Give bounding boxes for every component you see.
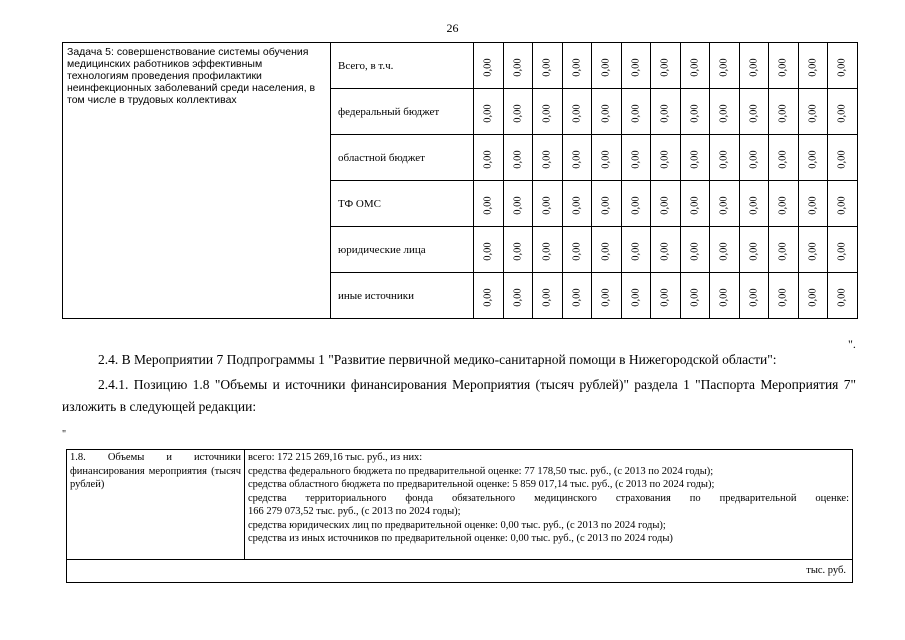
value-text: 0,00 [630, 287, 642, 307]
value-cell [828, 135, 858, 181]
value-text: 0,00 [571, 195, 583, 215]
value-text: 0,00 [689, 241, 701, 261]
funding-source: областной бюджет [331, 135, 474, 181]
value-cell [503, 273, 533, 319]
item-content-cell [245, 450, 853, 560]
value-text: 0,00 [836, 287, 848, 307]
value-text: 0,00 [689, 149, 701, 169]
value-cell [828, 181, 858, 227]
value-cell [828, 43, 858, 89]
closing-quote: ". [848, 337, 856, 351]
value-text: 0,00 [541, 149, 553, 169]
value-cell [769, 181, 799, 227]
value-text: 0,00 [748, 149, 760, 169]
value-cell [769, 89, 799, 135]
funding-table-task5 [62, 42, 858, 319]
paragraph-2-4-1: 2.4.1. Позицию 1.8 "Объемы и источники финансирования Мероприятия (тысяч рублей)" раздела 1 "Паспорта Мероприятия 7" изложить в следующей редакции: [62, 377, 856, 414]
value-text: 0,00 [541, 103, 553, 123]
value-text: 0,00 [659, 241, 671, 261]
value-text: 0,00 [748, 57, 760, 77]
value-cell [592, 227, 622, 273]
funding-source: ТФ ОМС [331, 181, 474, 227]
federal-line: средства федерального бюджета по предварительной оценке: 77 178,50 тыс. руб., (с 2013 по 2024 годы); [248, 465, 714, 477]
value-text: 0,00 [571, 57, 583, 77]
value-cell [769, 135, 799, 181]
value-text: 0,00 [512, 287, 524, 307]
value-cell [710, 273, 740, 319]
value-text: 0,00 [571, 241, 583, 261]
value-cell [710, 89, 740, 135]
value-cell [562, 181, 592, 227]
value-text: 0,00 [836, 149, 848, 169]
value-cell [651, 227, 681, 273]
value-text: 0,00 [807, 287, 819, 307]
value-cell [503, 43, 533, 89]
value-cell [710, 43, 740, 89]
total-line: всего: 172 215 269,16 тыс. руб., из них: [248, 452, 423, 463]
value-text: 0,00 [541, 287, 553, 307]
value-text: 0,00 [748, 103, 760, 123]
value-text: 0,00 [541, 57, 553, 77]
value-cell [533, 43, 563, 89]
value-text: 0,00 [600, 103, 612, 123]
value-text: 0,00 [630, 241, 642, 261]
value-text: 0,00 [512, 57, 524, 77]
page-number: 26 [446, 21, 459, 35]
value-cell [474, 135, 504, 181]
value-cell [592, 135, 622, 181]
value-cell [533, 89, 563, 135]
value-cell [651, 181, 681, 227]
value-text: 0,00 [600, 287, 612, 307]
value-text: 0,00 [482, 241, 494, 261]
value-text: 0,00 [600, 149, 612, 169]
value-text: 0,00 [777, 241, 789, 261]
funding-source: иные источники [331, 273, 474, 319]
value-text: 0,00 [659, 287, 671, 307]
value-text: 0,00 [482, 103, 494, 123]
value-text: 0,00 [689, 57, 701, 77]
value-cell [769, 227, 799, 273]
item-label-cell: 1.8. Объемы и источники финансирования мероприятия (тысяч рублей) [67, 450, 245, 560]
value-cell [562, 135, 592, 181]
value-cell [533, 273, 563, 319]
paragraph-2-4: 2.4. В Мероприятии 7 Подпрограммы 1 "Развитие первичной медико-санитарной помощи в Нижегородской области": [98, 352, 777, 367]
value-cell [710, 181, 740, 227]
passport-item-1-8-table [66, 449, 853, 583]
value-text: 0,00 [777, 103, 789, 123]
value-text: 0,00 [630, 103, 642, 123]
value-cell [680, 227, 710, 273]
value-cell [739, 181, 769, 227]
value-text: 0,00 [689, 287, 701, 307]
value-cell [474, 273, 504, 319]
value-cell [739, 43, 769, 89]
value-text: 0,00 [571, 103, 583, 123]
value-text: 0,00 [600, 241, 612, 261]
value-cell [503, 89, 533, 135]
value-cell [533, 135, 563, 181]
value-text: 0,00 [718, 195, 730, 215]
value-text: 0,00 [836, 195, 848, 215]
value-cell [621, 135, 651, 181]
funding-source: федеральный бюджет [331, 89, 474, 135]
value-cell [769, 273, 799, 319]
funding-source: юридические лица [331, 227, 474, 273]
value-text: 0,00 [836, 103, 848, 123]
value-text: 0,00 [836, 57, 848, 77]
value-text: 0,00 [482, 195, 494, 215]
value-cell [680, 135, 710, 181]
value-text: 0,00 [718, 241, 730, 261]
funding-source: Всего, в т.ч. [331, 43, 474, 89]
value-cell [798, 89, 828, 135]
value-cell [562, 89, 592, 135]
value-cell [651, 273, 681, 319]
value-text: 0,00 [748, 195, 760, 215]
value-cell [474, 89, 504, 135]
value-text: 0,00 [807, 103, 819, 123]
tfoms-amount-line: 166 279 073,52 тыс. руб., (с 2013 по 2024 годы); [248, 506, 461, 517]
value-cell [739, 273, 769, 319]
value-cell [651, 43, 681, 89]
value-text: 0,00 [541, 241, 553, 261]
value-cell [798, 227, 828, 273]
value-text: 0,00 [718, 287, 730, 307]
value-text: 0,00 [748, 241, 760, 261]
value-cell [828, 273, 858, 319]
other-sources-line: средства из иных источников по предварительной оценке: 0,00 тыс. руб., (с 2013 по 2024 годы) [248, 533, 673, 544]
value-cell [828, 89, 858, 135]
value-cell [798, 273, 828, 319]
value-text: 0,00 [689, 195, 701, 215]
value-cell [621, 89, 651, 135]
value-cell [592, 43, 622, 89]
value-cell [798, 43, 828, 89]
value-cell [680, 89, 710, 135]
value-text: 0,00 [807, 195, 819, 215]
value-cell [798, 181, 828, 227]
value-text: 0,00 [748, 287, 760, 307]
value-cell [739, 135, 769, 181]
value-text: 0,00 [541, 195, 553, 215]
value-text: 0,00 [807, 241, 819, 261]
value-cell [592, 89, 622, 135]
value-text: 0,00 [659, 57, 671, 77]
value-text: 0,00 [689, 103, 701, 123]
value-text: 0,00 [482, 149, 494, 169]
value-text: 0,00 [482, 287, 494, 307]
value-text: 0,00 [807, 149, 819, 169]
regional-line: средства областного бюджета по предварительной оценке: 5 859 017,14 тыс. руб., (с 2013 по 2024 годы); [248, 479, 715, 490]
value-cell [651, 89, 681, 135]
value-cell [739, 89, 769, 135]
value-text: 0,00 [571, 149, 583, 169]
value-text: 0,00 [512, 103, 524, 123]
value-text: 0,00 [600, 195, 612, 215]
value-text: 0,00 [659, 195, 671, 215]
value-cell [621, 227, 651, 273]
value-cell [562, 43, 592, 89]
value-text: 0,00 [807, 57, 819, 77]
value-text: 0,00 [718, 103, 730, 123]
value-text: 0,00 [630, 57, 642, 77]
value-text: 0,00 [482, 57, 494, 77]
value-cell [592, 181, 622, 227]
value-cell [710, 135, 740, 181]
units-cell: тыс. руб. [67, 559, 853, 582]
value-text: 0,00 [630, 149, 642, 169]
value-cell [474, 227, 504, 273]
value-cell [562, 273, 592, 319]
value-cell [680, 273, 710, 319]
value-text: 0,00 [571, 287, 583, 307]
value-cell [769, 43, 799, 89]
value-cell [503, 227, 533, 273]
value-text: 0,00 [512, 241, 524, 261]
task-description: Задача 5: совершенствование системы обучения медицинских работников эффективным технологиям проведения профилактики неинфекционных заболеваний среди населения, в том числе в трудовых коллективах [63, 43, 331, 319]
value-cell [798, 135, 828, 181]
value-cell [503, 135, 533, 181]
table-row [63, 43, 858, 89]
value-cell [474, 181, 504, 227]
value-text: 0,00 [777, 57, 789, 77]
value-cell [503, 181, 533, 227]
value-cell [651, 135, 681, 181]
value-cell [621, 181, 651, 227]
value-text: 0,00 [600, 57, 612, 77]
value-text: 0,00 [836, 241, 848, 261]
value-cell [621, 43, 651, 89]
value-cell [680, 43, 710, 89]
value-text: 0,00 [718, 57, 730, 77]
value-cell [710, 227, 740, 273]
value-cell [828, 227, 858, 273]
value-text: 0,00 [659, 103, 671, 123]
value-cell [474, 43, 504, 89]
value-text: 0,00 [777, 149, 789, 169]
value-text: 0,00 [777, 287, 789, 307]
value-cell [680, 181, 710, 227]
spacer [248, 546, 849, 558]
value-cell [533, 227, 563, 273]
opening-quote: " [62, 429, 67, 440]
value-text: 0,00 [777, 195, 789, 215]
value-cell [739, 227, 769, 273]
value-cell [533, 181, 563, 227]
legal-entities-line: средства юридических лиц по предварительной оценке: 0,00 тыс. руб., (с 2013 по 2024 годы); [248, 519, 666, 531]
value-text: 0,00 [630, 195, 642, 215]
value-text: 0,00 [718, 149, 730, 169]
value-text: 0,00 [512, 195, 524, 215]
value-text: 0,00 [659, 149, 671, 169]
tfoms-line: средства территориального фонда обязательного медицинского страхования по предварительной оценке: [248, 492, 849, 504]
value-text: 0,00 [512, 149, 524, 169]
value-cell [562, 227, 592, 273]
value-cell [592, 273, 622, 319]
value-cell [621, 273, 651, 319]
